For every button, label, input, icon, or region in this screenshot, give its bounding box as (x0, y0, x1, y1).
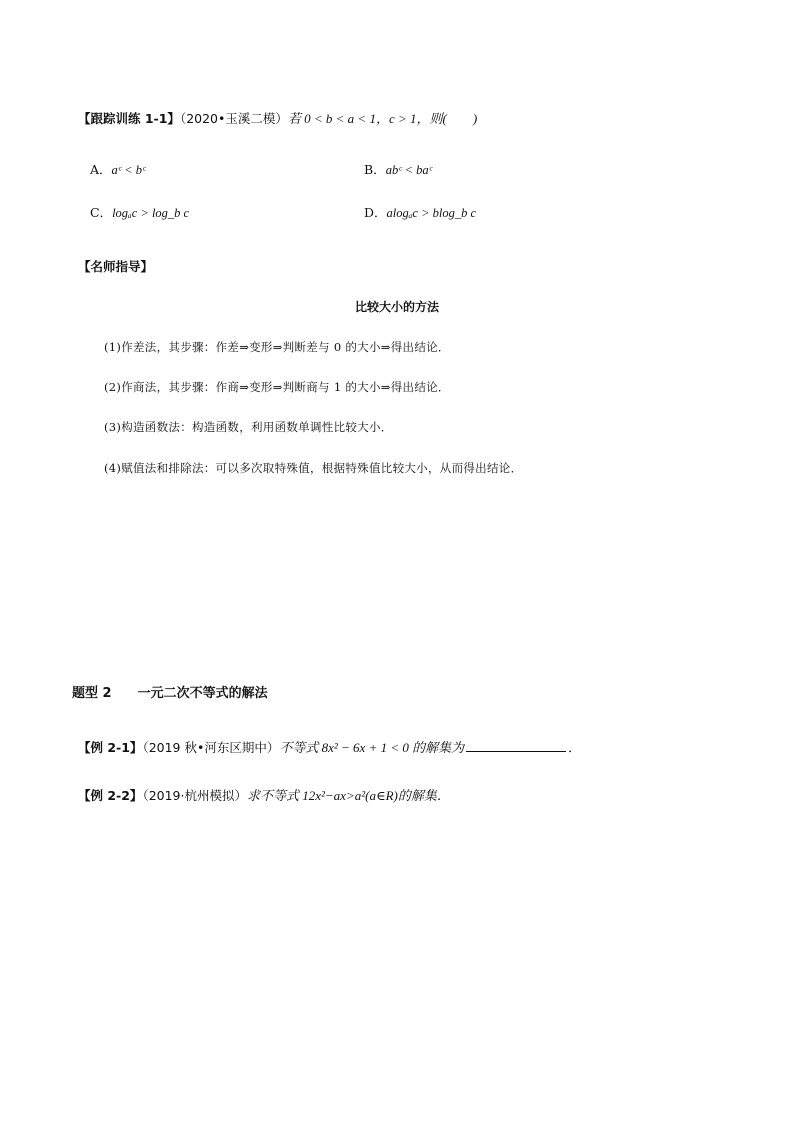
section-heading (72, 682, 268, 701)
method-1: (1)作差法，其步骤：作差⇒变形⇒判断差与 0 的大小⇒得出结论． (104, 340, 450, 354)
example-2-1-tag: 【例 2-1】 (78, 740, 143, 755)
option-d-text: alogₐc > blog_b c (386, 206, 477, 220)
example-2-2-text: 求不等式 12x²−ax>a²(a∈R)的解集． (246, 788, 450, 803)
option-c-text: logₐc > log_b c (112, 206, 190, 220)
option-b-text: abᶜ < baᶜ (385, 163, 432, 177)
example-2-2-source: （2019·杭州模拟） (142, 788, 247, 803)
section-label: 题型 2 (72, 686, 112, 701)
example-2-1-source: （2019 秋•河东区期中） (142, 740, 280, 755)
guide-tag: 【名师指导】 (78, 259, 154, 274)
option-c-label: C． (90, 205, 113, 220)
option-d-label: D． (364, 205, 387, 220)
option-c (90, 203, 189, 221)
training-stem: 若 0 < b < a < 1，c > 1，则( ) (287, 111, 478, 126)
option-a-text: aᶜ < bᶜ (111, 163, 146, 177)
option-d (364, 203, 476, 221)
guide-title: 比较大小的方法 (354, 300, 439, 314)
example-2-1-text: 不等式 8x² − 6x + 1 < 0 的解集为 (279, 740, 465, 755)
method-3: (3)构造函数法：构造函数，利用函数单调性比较大小． (104, 420, 393, 434)
example-2-2 (78, 785, 450, 804)
training-question (78, 108, 477, 127)
section-title: 一元二次不等式的解法 (137, 686, 268, 701)
training-tag: 【跟踪训练 1-1】 (78, 111, 180, 126)
option-a-label: A． (90, 162, 112, 177)
method-2: (2)作商法，其步骤：作商⇒变形⇒判断商与 1 的大小⇒得出结论． (104, 380, 450, 394)
example-2-1 (78, 737, 581, 756)
option-b-label: B． (364, 162, 386, 177)
training-source: （2020•玉溪二模） (179, 111, 288, 126)
option-a (90, 160, 145, 178)
example-2-1-end: ． (568, 741, 582, 756)
option-b (364, 160, 432, 178)
answer-blank[interactable] (466, 739, 566, 752)
example-2-2-tag: 【例 2-2】 (78, 788, 143, 803)
method-4: (4)赋值法和排除法：可以多次取特殊值，根据特殊值比较大小，从而得出结论． (104, 461, 523, 475)
